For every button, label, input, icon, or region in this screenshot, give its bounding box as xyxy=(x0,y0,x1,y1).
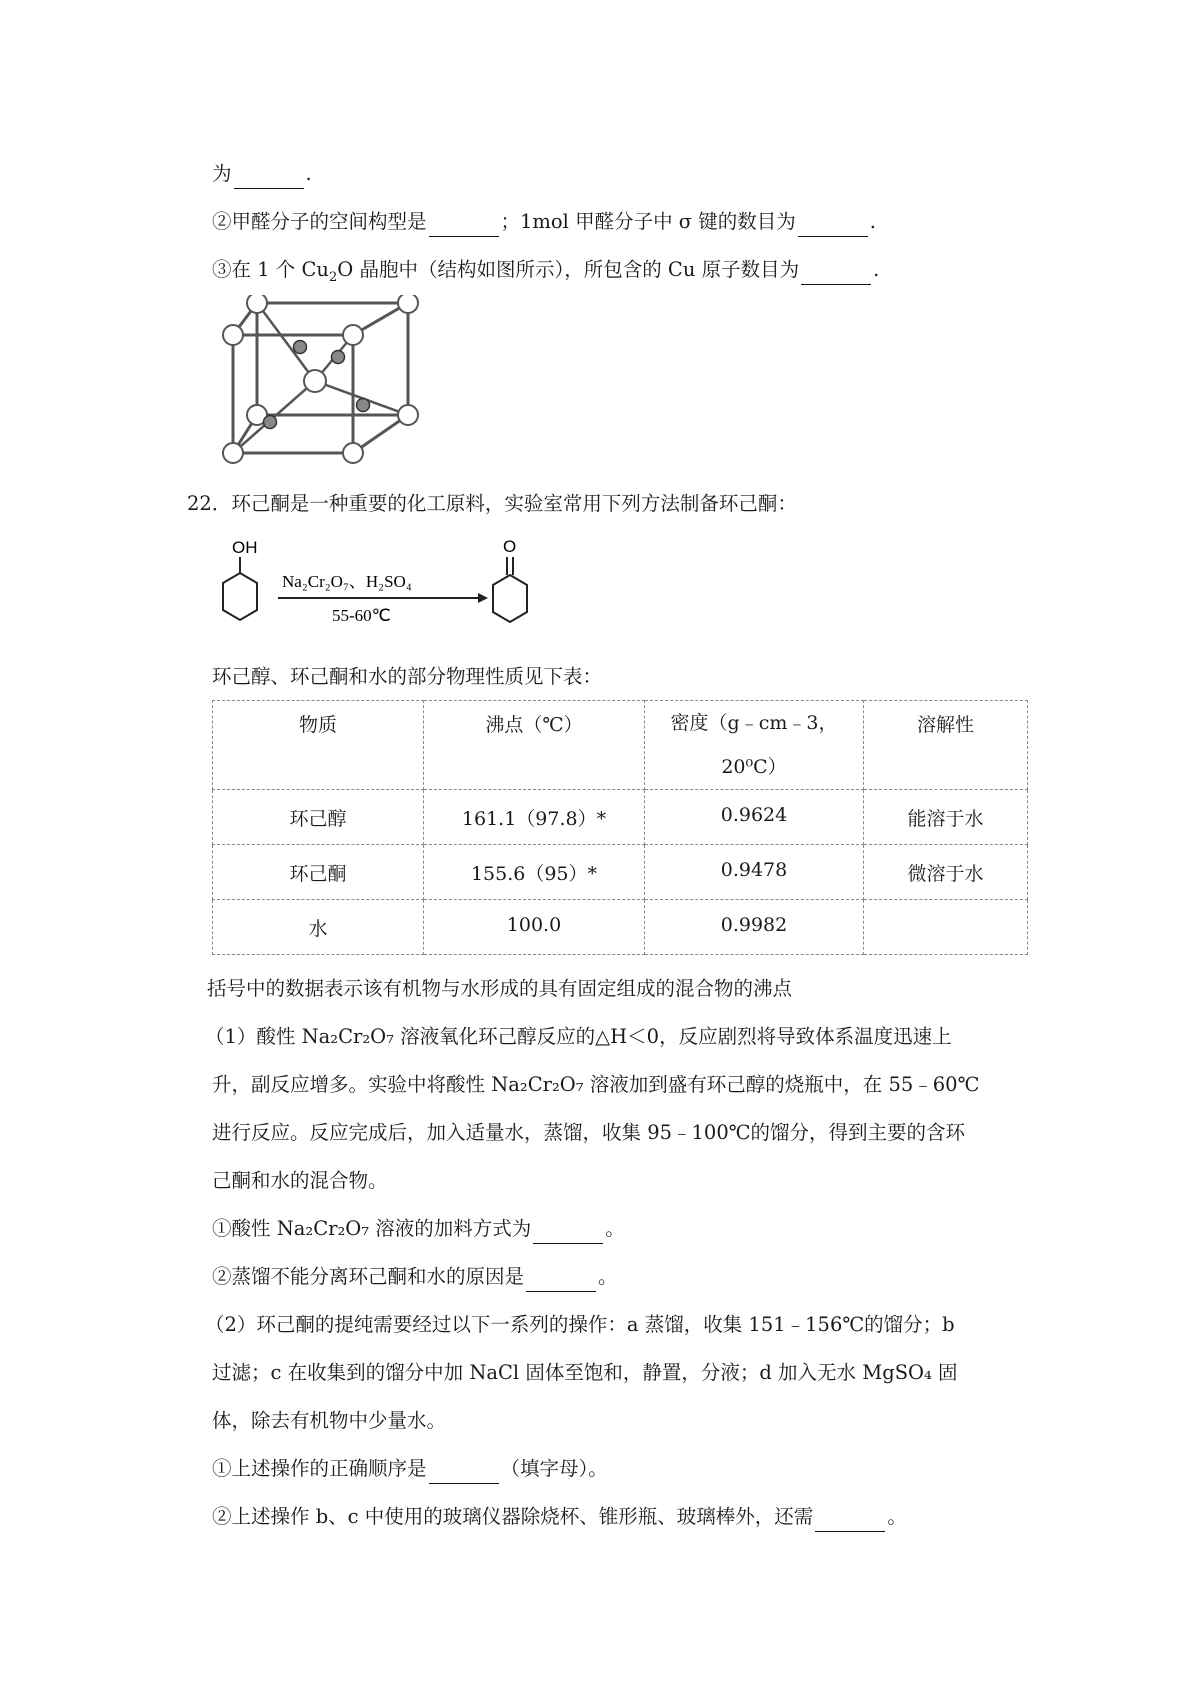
answer-blank[interactable] xyxy=(234,160,304,189)
table-note: 括号中的数据表示该有机物与水形成的具有固定组成的混合物的沸点 xyxy=(207,977,793,1000)
p2-question-1: ①上述操作的正确顺序是 （填字母）。 xyxy=(212,1455,608,1484)
table-row: 环己酮 155.6（95）* 0.9478 微溶于水 xyxy=(213,845,1028,900)
reaction-scheme xyxy=(210,535,540,640)
p2-line-3: 体，除去有机物中少量水。 xyxy=(212,1409,447,1432)
p1-line-1: （1）酸性 Na₂Cr₂O₇ 溶液氧化环己醇反应的△H＜0，反应剧烈将导致体系温度迅速上 xyxy=(205,1025,952,1048)
cu2o-unit-cell-diagram xyxy=(205,295,430,475)
table-row: 水 100.0 0.9982 xyxy=(213,900,1028,955)
answer-blank[interactable] xyxy=(815,1503,885,1532)
answer-blank[interactable] xyxy=(526,1263,596,1292)
q21-line-3: ③在 1 个 $Cu_2O$ 晶胞中（结构如图所示），所包含的 Cu 原子数目为 . xyxy=(212,258,880,285)
q21-line-2: ②甲醛分子的空间构型是 ；1mol 甲醛分子中 σ 键的数目为 . xyxy=(212,208,876,237)
table-row: 环己醇 161.1（97.8）* 0.9624 能溶于水 xyxy=(213,790,1028,845)
header-substance: 物质 xyxy=(213,701,424,790)
header-boiling-point: 沸点（℃） xyxy=(424,701,645,790)
answer-blank[interactable] xyxy=(801,256,871,285)
header-density: 密度（g﹣cm﹣3， 20⁰C） xyxy=(645,701,864,790)
q22-intro: 22．环己酮是一种重要的化工原料，实验室常用下列方法制备环己酮： xyxy=(187,492,797,515)
table-header-row xyxy=(213,701,1028,790)
p1-line-3: 进行反应。反应完成后，加入适量水，蒸馏，收集 95﹣100℃的馏分，得到主要的含环 xyxy=(212,1121,966,1144)
p2-line-1: （2）环己酮的提纯需要经过以下一系列的操作：a 蒸馏，收集 151﹣156℃的馏分；b xyxy=(205,1313,955,1336)
answer-blank[interactable] xyxy=(429,1455,499,1484)
conditions-label: 55-60℃ xyxy=(332,606,391,625)
p1-line-2: 升，副反应增多。实验中将酸性 Na₂Cr₂O₇ 溶液加到盛有环己醇的烧瓶中，在 55﹣60℃ xyxy=(212,1073,980,1096)
header-solubility: 溶解性 xyxy=(864,701,1028,790)
reaction-arrow-icon xyxy=(478,593,488,603)
properties-table xyxy=(212,700,1028,955)
p2-question-2: ②上述操作 b、c 中使用的玻璃仪器除烧杯、锥形瓶、玻璃棒外，还需 。 xyxy=(212,1503,907,1532)
oh-group-label: OH xyxy=(232,538,258,557)
p2-line-2: 过滤；c 在收集到的馏分中加 NaCl 固体至饱和，静置，分液；d 加入无水 MgSO₄ 固 xyxy=(212,1361,958,1384)
answer-blank[interactable] xyxy=(533,1215,603,1244)
p1-question-2: ②蒸馏不能分离环己酮和水的原因是 。 xyxy=(212,1263,618,1292)
reagents-label: Na₂Cr₂O₇、H₂SO₄ xyxy=(282,572,412,591)
answer-blank[interactable] xyxy=(798,208,868,237)
p1-line-4: 己酮和水的混合物。 xyxy=(212,1169,388,1192)
p1-question-1: ①酸性 Na₂Cr₂O₇ 溶液的加料方式为 。 xyxy=(212,1215,625,1244)
table-intro: 环己醇、环己酮和水的部分物理性质见下表： xyxy=(212,665,603,688)
answer-blank[interactable] xyxy=(429,208,499,237)
ketone-o-label: O xyxy=(503,537,517,556)
q21-line-1: 为 . xyxy=(212,160,312,189)
